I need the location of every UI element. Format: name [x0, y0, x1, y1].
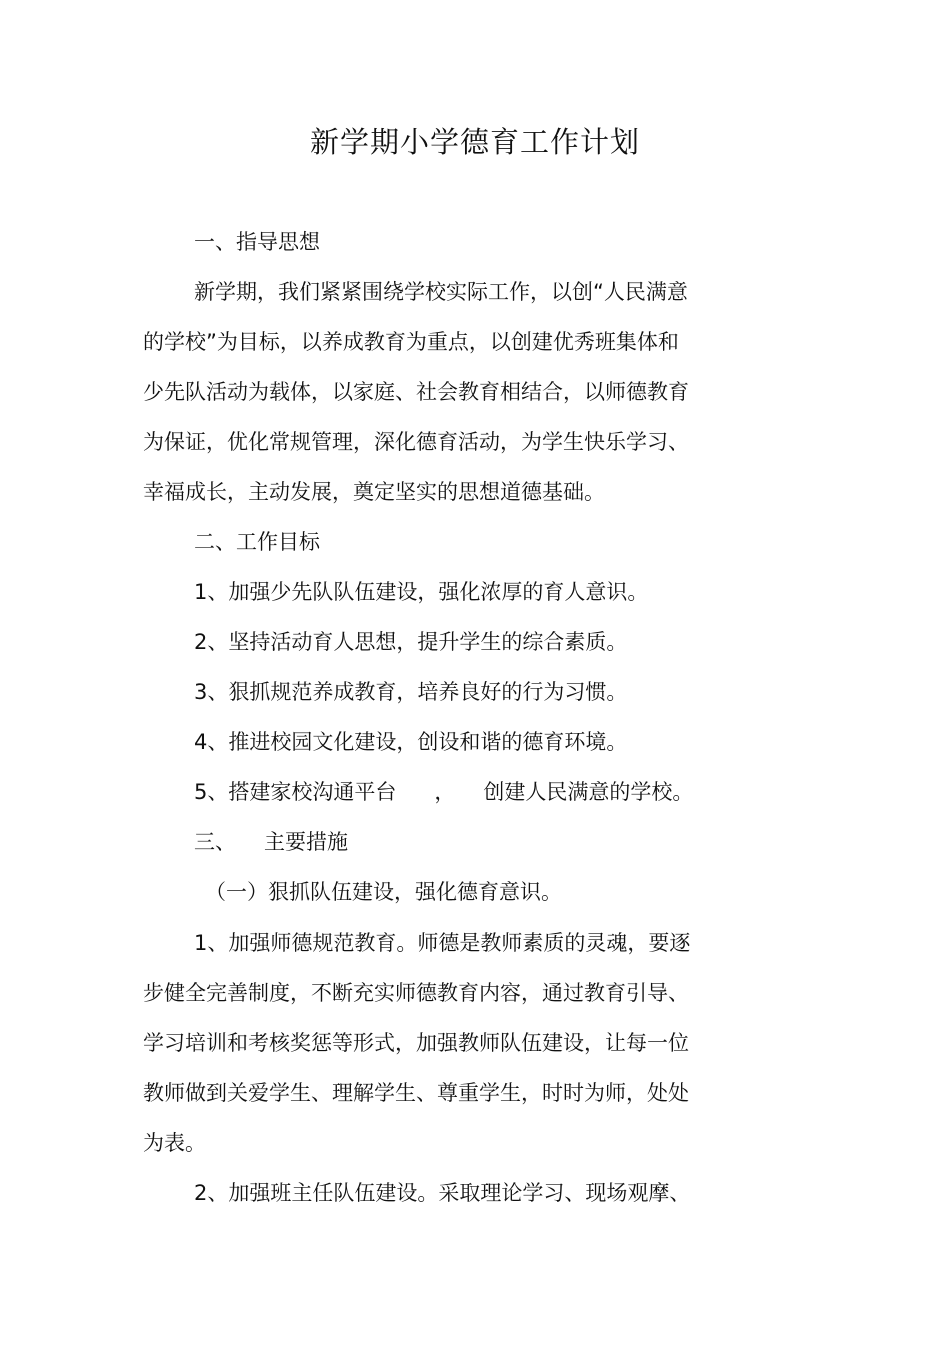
paragraph-line: 步健全完善制度，不断充实师德教育内容，通过教育引导、 — [143, 981, 689, 1005]
paragraph-line: 1、加强师德规范教育。师德是教师素质的灵魂，要逐 — [194, 931, 691, 955]
section-heading-1: 一、指导思想 — [194, 230, 320, 254]
paragraph-line: 为保证，优化常规管理，深化德育活动，为学生快乐学习、 — [143, 430, 689, 454]
goal-item-5-part-b: 创建人民满意的学校。 — [483, 780, 694, 804]
goal-item-5-comma: ， — [434, 780, 456, 804]
subsection-heading-1: （一）狠抓队伍建设，强化德育意识。 — [205, 880, 562, 904]
section-heading-3-text: 主要措施 — [264, 830, 348, 854]
paragraph-line: 幸福成长，主动发展，奠定坚实的思想道德基础。 — [143, 480, 605, 504]
goal-item-1: 1、加强少先队队伍建设，强化浓厚的育人意识。 — [194, 580, 649, 604]
paragraph-line: 学习培训和考核奖惩等形式，加强教师队伍建设，让每一位 — [143, 1031, 689, 1055]
goal-item-3: 3、狠抓规范养成教育，培养良好的行为习惯。 — [194, 680, 628, 704]
paragraph-line: 教师做到关爱学生、理解学生、尊重学生，时时为师，处处 — [143, 1081, 689, 1105]
paragraph-line: 新学期，我们紧紧围绕学校实际工作，以创“人民满意 — [194, 280, 688, 304]
paragraph-line: 为表。 — [143, 1131, 206, 1155]
paragraph-line: 的学校”为目标，以养成教育为重点，以创建优秀班集体和 — [143, 330, 679, 354]
goal-item-2: 2、坚持活动育人思想，提升学生的综合素质。 — [194, 630, 628, 654]
paragraph-line: 少先队活动为载体，以家庭、社会教育相结合，以师德教育 — [143, 380, 689, 404]
goal-item-5 — [194, 777, 693, 807]
section-heading-3 — [194, 827, 348, 857]
goal-item-5-part-a: 5、搭建家校沟通平台 — [194, 780, 397, 804]
section-heading-2: 二、工作目标 — [194, 530, 320, 554]
goal-item-4: 4、推进校园文化建设，创设和谐的德育环境。 — [194, 730, 628, 754]
paragraph-line: 2、加强班主任队伍建设。采取理论学习、现场观摩、 — [194, 1181, 691, 1205]
section-heading-3-number: 三、 — [194, 830, 236, 854]
document-title: 新学期小学德育工作计划 — [309, 125, 640, 159]
